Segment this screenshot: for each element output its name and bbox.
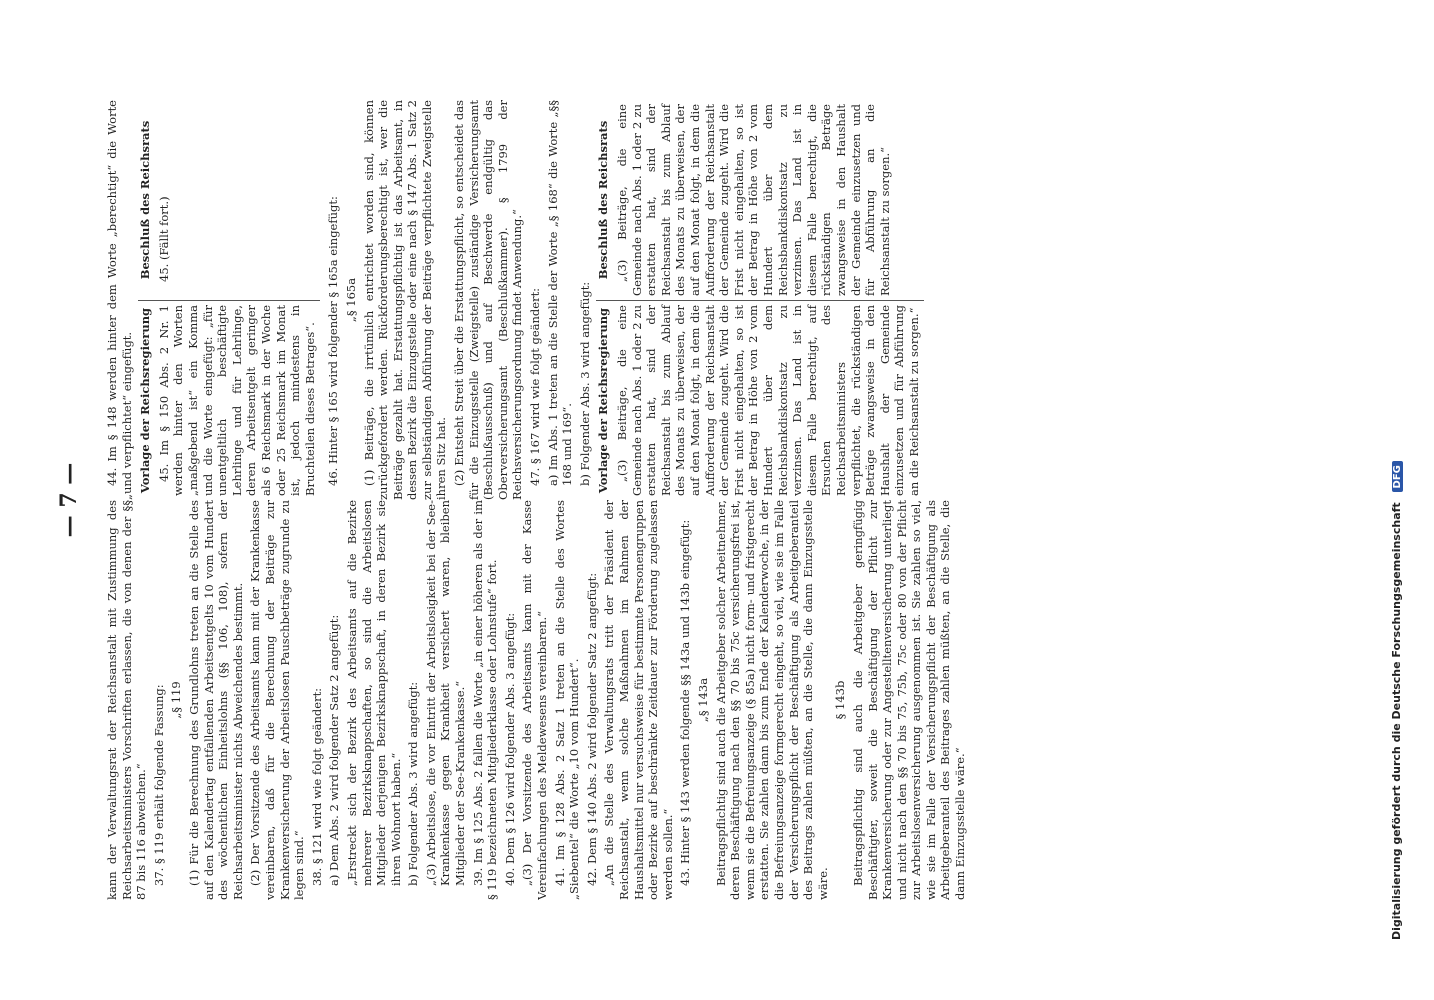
vorlage-column (138, 300, 320, 500)
paragraph: „An die Stelle des Verwaltungsrats tritt der Präsident der Reichsanstalt, wenn solche Maßnahmen im Rahmen der Haushaltsmittel nur versuchsweise für bestimmte Personengruppen oder Bezirke auf beschränkte Zeitdauer zur Förderung zugelassen werden sollen.“ (602, 500, 675, 900)
vorlage-heading: Vorlage der Reichsregierung (596, 307, 611, 494)
section-heading: „§ 165a (343, 277, 358, 323)
paragraph: 39. Im § 125 Abs. 2 fallen die Worte „in einer höheren als der im § 119 bezeichneten Mitgliederklasse oder Lohnstufe“ fort. (470, 500, 500, 900)
paragraph: 46. Hinter § 165 wird folgender § 165a eingefügt: (326, 196, 341, 486)
paragraph: „(3) Beiträge, die eine Gemeinde nach Abs. 1 oder 2 zu erstatten hat, sind der Reichsanstalt bis zum Ablauf des Monats zu überweisen, der auf den Monat folgt, in dem die Aufforderung der Reichsanstalt der Gemeinde zugeht. Wird die Frist nicht eingehalten, so ist der Betrag in Höhe von 2 vom Hundert über dem Reichsbankdiskontsatz zu verzinsen. Das Land ist in diesem Falle berechtigt, auf Ersuchen des Reichsarbeitsministers verpflichtet, die rückständigen Beträge zwangsweise in den Haushalt der Gemeinde einzusetzen und für Abführung an die Reichsanstalt zu sorgen.“ (615, 305, 921, 496)
paragraph: (1) Beiträge, die irrtümlich entrichtet worden sind, können zurückgefordert werden. Rückforderungsberechtigt ist, wer die Beiträge gezahlt hat. Erstattungspflichtig ist das Arbeitsamt, in dessen Bezirk die Einzugsstelle oder eine nach § 147 Abs. 1 Satz 2 zur selbständigen Abführung der Beiträge verpflichtete Zweigstelle ihren Sitz hat. (361, 100, 449, 500)
paragraph: „Erstreckt sich der Bezirk des Arbeitsamts auf die Bezirke mehrerer Bezirksknappschaften, so sind die Arbeitslosen Mitglieder derjenigen Bezirksknappschaft, in deren Bezirk sie ihren Wohnort haben.“ (344, 500, 403, 886)
page-number: — 7 — (56, 462, 82, 538)
paragraph: 38. § 121 wird wie folgt geändert: (309, 687, 324, 886)
paragraph: „(3) Der Vorsitzende des Arbeitsamts kann mit der Kasse Vereinfachungen des Meldewesens vereinbaren.“ (520, 500, 550, 900)
vorlage-heading: Vorlage der Reichsregierung (138, 307, 153, 494)
section-heading: § 143b (833, 680, 848, 720)
section-heading: „§ 119 (169, 681, 184, 719)
paragraph: „(3) Arbeitslose, die vor Eintritt der Arbeitslosigkeit bei der See-Krankenkasse gegen Krankheit versichert waren, bleiben Mitglieder der See-Krankenkasse.“ (423, 500, 468, 886)
paragraph: (2) Entsteht Streit über die Erstattungspflicht, so entscheidet das für die Einzugsstelle (Zweigstelle) zuständige Versicherungsamt (Beschlußausschuß) und auf Beschwerde endgültig das Oberversicherungsamt (Beschlußkammer). § 1799 der Reichsversicherungsordnung findet Anwendung.“ (452, 100, 525, 500)
digitization-credit (1390, 40, 1410, 940)
paragraph: 45. (Fällt fort.) (156, 196, 171, 282)
beschluss-column (596, 100, 924, 300)
paragraph: 45. Im § 150 Abs. 2 Nr. 1 werden hinter den Worten „maßgebend ist“ ein Komma und die Worte eingefügt: „für unentgeltlich beschäftigte Lehrlinge und für Lehrlinge, deren Arbeitsentgelt geringer als 6 Reichsmark in der Woche oder 25 Reichsmark im Monat ist, jedoch mindestens in Bruchteilen dieses Betrages“. (156, 305, 317, 496)
dfg-logo: DFG (1392, 461, 1403, 492)
paragraph: b) Folgender Abs. 3 wird angefügt: (577, 281, 592, 486)
paragraph: 41. Im § 128 Abs. 2 Satz 1 treten an die Stelle des Wortes „Siebentel“ die Worte „10 vom Hundert“. (552, 500, 582, 900)
section-heading: „§ 143a (695, 677, 710, 723)
paragraph: 44. Im § 148 werden hinter dem Worte „berechtigt“ die Worte „und verpflichtet“ eingefügt. (105, 100, 134, 500)
left-column (105, 500, 1320, 900)
paragraph: 40. Dem § 126 wird folgender Abs. 3 angefügt: (502, 612, 517, 886)
beschluss-column (138, 100, 320, 300)
paragraph: (1) Für die Berechnung des Grundlohns treten an die Stelle des auf den Kalendertag entfallenden Arbeitsentgelts 10 vom Hundert des wöchentlichen Einheitslohns (§§ 106, 108), sofern der Reichsarbeitsminister nichts Abweichendes bestimmt. (186, 500, 245, 900)
paragraph: Beitragspflichtig sind auch die Arbeitgeber solcher Arbeitnehmer, deren Beschäftigung nach den §§ 70 bis 75c versicherungsfrei ist, wenn sie die Befreiungsanzeige (§ 85a) nicht form- und fristgerecht erstatten. Sie zahlen dann bis zum Ende der Kalenderwoche, in der die Befreiungsanzeige formgerecht eingeht, so viel, wie sie im Falle der Versicherungspflicht der Beschäftigung als Arbeitgeberanteil des Beitrags zahlen müßten, an die Stelle, die dann Einzugsstelle wäre. (713, 500, 830, 900)
paragraph: 47. § 167 wird wie folgt geändert: (528, 287, 543, 486)
paragraph: 37. § 119 erhält folgende Fassung: (151, 684, 166, 886)
vorlage-column (596, 300, 924, 500)
comparison-block (138, 100, 320, 500)
credit-text: Digitalisierung gefördert durch die Deutsche Forschungsgemeinschaft (1390, 502, 1403, 940)
beschluss-heading: Beschluß des Reichsrats (596, 120, 611, 280)
comparison-block (596, 100, 924, 500)
paragraph: a) Dem Abs. 2 wird folgender Satz 2 angefügt: (327, 614, 342, 886)
paragraph: a) Im Abs. 1 treten an die Stelle der Worte „§ 168“ die Worte „§§ 168 und 169“. (545, 100, 575, 486)
paragraph: kann der Verwaltungsrat der Reichsanstalt mit Zustimmung des Reichsarbeitsministers Vorschriften erlassen, die von denen der §§ 87 bis 116 abweichen.“ (105, 500, 149, 900)
paragraph: b) Folgender Abs. 3 wird angefügt: (406, 681, 421, 886)
beschluss-heading: Beschluß des Reichsrats (138, 120, 153, 280)
paragraph: „(3) Beiträge, die eine Gemeinde nach Abs. 1 oder 2 zu erstatten hat, sind der Reichsanstalt bis zum Ablauf des Monats zu überweisen, der auf den Monat folgt, in dem die Aufforderung der Reichsanstalt der Gemeinde zugeht. Wird die Frist nicht eingehalten, so ist der Betrag in Höhe von 2 vom Hundert über dem Reichsbankdiskontsatz zu verzinsen. Das Land ist in diesem Falle berechtigt, die rückständigen Beträge zwangsweise in den Haushalt der Gemeinde einzusetzen und für Abführung an die Reichsanstalt zu sorgen.“ (615, 104, 892, 296)
paragraph: 43. Hinter § 143 werden folgende §§ 143a und 143b eingefügt: (678, 519, 693, 886)
paragraph: Beitragspflichtig sind auch die Arbeitgeber geringfügig Beschäftigter, soweit die Beschäftigung der Pflicht zur Krankenversicherung oder zur Angestelltenversicherung unterliegt und nicht nach den §§ 70 bis 75, 75b, 75c oder 80 von der Pflicht zur Arbeitslosenversicherung ausgenommen ist. Sie zahlen so viel, wie sie im Falle der Versicherungspflicht der Beschäftigung als Arbeitgeberanteil des Beitrages zahlen müßten, an die Stelle, die dann Einzugsstelle wäre.“ (850, 500, 968, 900)
paragraph: 42. Dem § 140 Abs. 2 wird folgender Satz 2 angefügt: (584, 572, 599, 886)
paragraph: (2) Der Vorsitzende des Arbeitsamts kann mit der Krankenkasse vereinbaren, daß für die Berechnung der Beiträge zur Krankenversicherung der Arbeitslosen Pauschbeträge zugrunde zu legen sind.“ (248, 500, 307, 900)
right-column (105, 100, 1320, 500)
